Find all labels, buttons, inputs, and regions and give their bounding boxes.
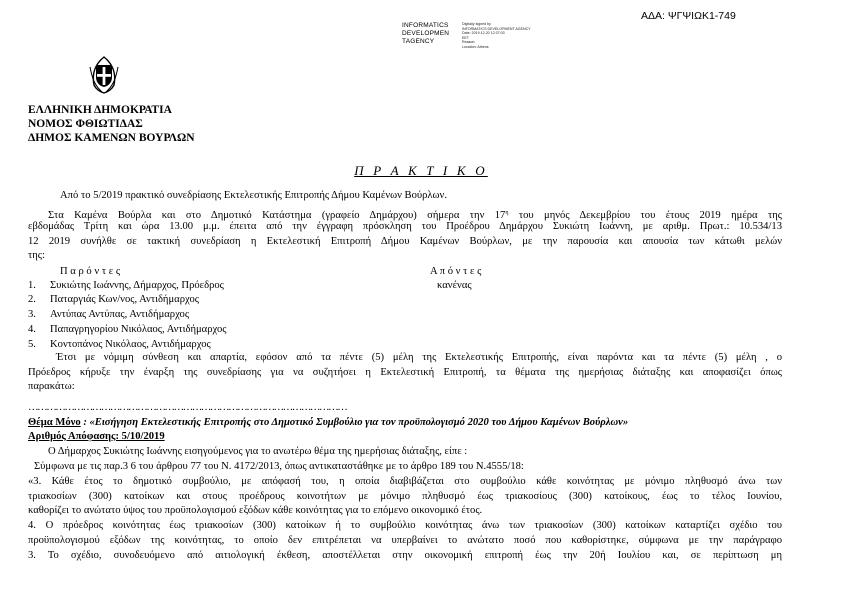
stamp-line: DEVELOPMEN <box>402 30 450 37</box>
header-line: ΕΛΛΗΝΙΚΗ ΔΗΜΟΚΡΑΤΙΑ <box>28 104 172 116</box>
subject-label: Θέμα Μόνο <box>28 417 81 428</box>
body-line: 3. Το σχέδιο, συνοδευόμενο από αιτιολογική έκθεση, αποστέλλεται στην οικονομική επιτροπή έως την 20ή Ιουλίου και, σε περίπτωση μη <box>28 550 782 561</box>
ada-code: ΑΔΑ: ΨΓΨΙΩΚ1-749 <box>641 10 736 22</box>
absent-member: κανένας <box>437 280 472 291</box>
stamp-detail-line: EET <box>462 35 469 40</box>
absent-heading: Α π ό ν τ ε ς <box>430 266 482 277</box>
stamp-line: TAGENCY <box>402 38 435 45</box>
intro-line: της: <box>28 250 45 261</box>
present-member: Κοντοπάνος Νικόλαος, Αντιδήμαρχος <box>50 339 211 350</box>
present-member: Παταργιάς Κων/νος, Αντιδήμαρχος <box>50 294 199 305</box>
body-line: «3. Κάθε έτος το δημοτικό συμβούλιο, με απόφασή του, η οποία διαβιβάζεται στο συμβούλιο κάθε κοινότητας με μόνιμο πληθυσμό άνω των <box>28 476 782 487</box>
body-line: Ο Δήμαρχος Συκιώτης Ιωάννης εισηγούμενος για το ανωτέρω θέμα της ημερήσιας διάταξης, είπε : <box>48 446 468 457</box>
present-member-num: 1. <box>28 280 36 291</box>
intro-text: του μηνός Δεκεμβρίου του έτους 2019 ημέρα της <box>508 210 782 221</box>
stamp-line: INFORMATICS <box>402 22 449 29</box>
subject-line <box>28 417 628 429</box>
decision-number: Αριθμός Απόφασης: 5/10/2019 <box>28 431 165 442</box>
body-line: τριακοσίων (300) κατοίκων και στους προέδρους κοινοτήτων με μόνιμο πληθυσμό έως τριακοσίους (300) κατοίκους, έως το τέλος Ιουνίου, <box>28 491 782 502</box>
present-member-num: 4. <box>28 324 36 335</box>
superscript: η <box>505 210 509 216</box>
document-title: Π Ρ Α Κ Τ Ι Κ Ο <box>354 163 488 178</box>
signature-stamp-label <box>402 22 449 46</box>
present-member-num: 3. <box>28 309 36 320</box>
intro-line <box>48 207 782 222</box>
body-line: προϋπολογισμού εξόδων της κοινότητας, το οποίο δεν επιτρέπεται να υπερβαίνει το ανώτατο ποσό που καθορίστηκε, σύμφωνα με την παράγραφο <box>28 535 782 546</box>
intro-line: εβδομάδας Τρίτη και ώρα 13.00 μ.μ. έπειτα από την έγγραφη πρόσκληση του Προέδρου Δημάρχου Συκιώτη Ιωάννη, με αριθμ. Πρωτ.: 10.534/13 <box>28 221 782 232</box>
intro-line: Από το 5/2019 πρακτικό συνεδρίασης Εκτελεστικής Επιτροπής Δήμου Καμένων Βούρλων. <box>60 190 447 201</box>
header-line: ΝΟΜΟΣ ΦΘΙΩΤΙΔΑΣ <box>28 118 143 130</box>
present-member: Παπαγρηγορίου Νικόλαος, Αντιδήμαρχος <box>50 324 227 335</box>
signature-stamp-details <box>462 22 531 50</box>
stamp-detail-line: Location: Athens <box>462 44 489 49</box>
quorum-line: Έτσι με νόμιμη σύνθεση και απαρτία, εφόσον από τα πέντε (5) μέλη της Εκτελεστικής Επιτροπής, είναι παρόντα και τα πέντε (5) μέλη , ο <box>56 352 782 363</box>
quorum-line: παρακάτω: <box>28 381 75 392</box>
header-line: ΔΗΜΟΣ ΚΑΜΕΝΩΝ ΒΟΥΡΛΩΝ <box>28 132 195 144</box>
stamp-detail-line: Reason: <box>462 40 476 45</box>
intro-line: 12 2019 συνήλθε σε τακτική συνεδρίαση η Εκτελεστική Επιτροπή Δήμου Καμένων Βούρλων, με την παρουσία και απουσία των κάτωθι μελών <box>28 236 782 247</box>
stamp-detail-line: Digitally signed by <box>462 22 491 26</box>
present-member-num: 5. <box>28 339 36 350</box>
subject-text: : «Εισήγηση Εκτελεστικής Επιτροπής στο Δημοτικό Συμβούλιο για τον προϋπολογισμό 2020 του Δήμου Καμένων Βούρλων» <box>80 417 629 428</box>
present-heading: Π α ρ ό ν τ ε ς <box>60 266 121 277</box>
present-member-num: 2. <box>28 294 36 305</box>
separator-dots: …………………………………………………………………………………………… <box>28 402 347 413</box>
quorum-line: Πρόεδρος κήρυξε την έναρξη της συνεδρίασης για να συζητήσει η Εκτελεστική Επιτροπή, τα θέματα της ημερήσιας διάταξης και αποφασίζει όπως <box>28 367 782 378</box>
greek-coat-of-arms-icon <box>84 55 124 95</box>
body-line: 4. Ο πρόεδρος κοινότητας έως τριακοσίων (300) κατοίκων ή το συμβούλιο κοινότητας άνω των τριακοσίων (300) κατοίκων καταρτίζει σχέδιο του <box>28 520 782 531</box>
issuer-header <box>28 103 195 145</box>
body-line: Σύμφωνα με τις παρ.3 6 του άρθρου 77 του Ν. 4172/2013, όπως αντικαταστάθηκε με το άρθρο 189 του Ν.4555/18: <box>34 461 524 472</box>
body-line: καθορίζει το ανώτατο ύψος του προϋπολογισμού εξόδων κάθε κοινότητας για το επόμενο οικονομικό έτος. <box>28 505 483 516</box>
stamp-detail-line: INFORMATICS DEVELOPMENT AGENCY <box>462 26 531 31</box>
present-member: Αντύπας Αντύπας, Αντιδήμαρχος <box>50 309 190 320</box>
present-member: Συκιώτης Ιωάννης, Δήμαρχος, Πρόεδρος <box>50 280 224 291</box>
intro-text: Στα Καμένα Βούρλα και στο Δημοτικό Κατάστημα (γραφείο Δημάρχου) σήμερα την 17 <box>48 210 506 221</box>
stamp-detail-line: Date: 2019.12.20 12:37:03 <box>462 31 505 36</box>
